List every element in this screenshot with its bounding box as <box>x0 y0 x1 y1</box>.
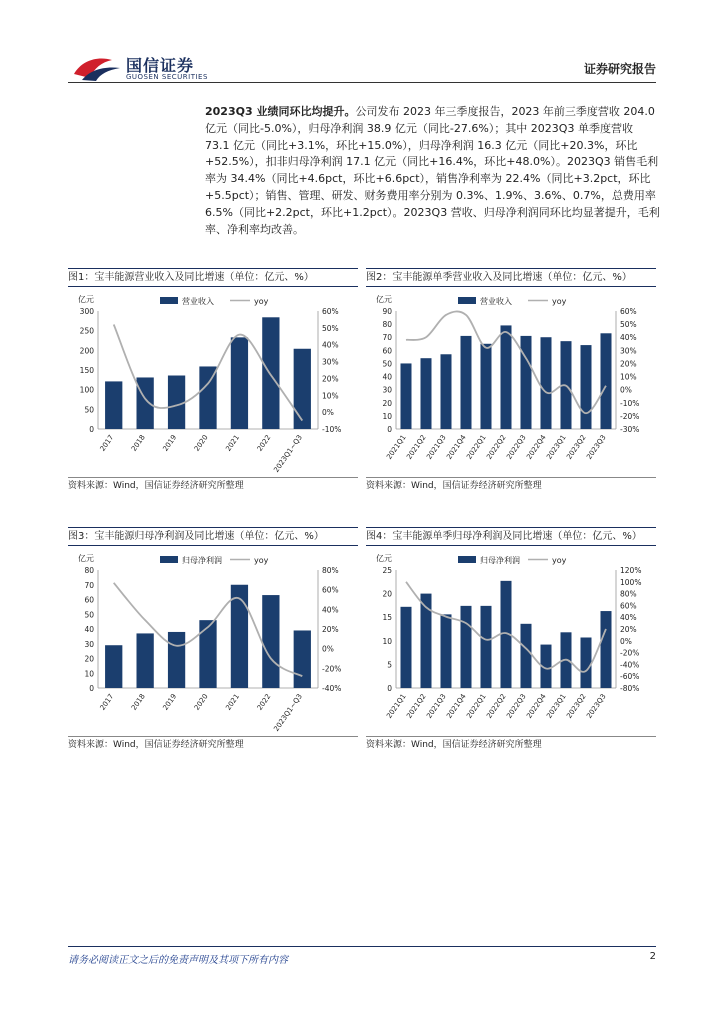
figure-title: 图3：宝丰能源归母净利润及同比增速（单位：亿元、%） <box>68 527 358 546</box>
right-axis-tick-label: -80% <box>620 684 640 693</box>
x-axis-tick-label: 2022Q4 <box>525 433 548 461</box>
bar-mark <box>601 333 612 429</box>
right-axis-tick-label: -20% <box>620 411 640 421</box>
axis-unit-label: 亿元 <box>78 554 94 563</box>
bar-mark <box>461 606 472 688</box>
right-axis-tick-label: 60% <box>322 307 339 316</box>
left-axis-tick-label: 20 <box>84 654 94 664</box>
left-axis-tick-label: 5 <box>387 660 392 670</box>
x-axis-tick-label: 2017 <box>98 692 116 712</box>
figure-1 <box>68 268 358 494</box>
right-axis-tick-label: -20% <box>620 648 640 658</box>
bar-mark <box>105 381 122 429</box>
left-axis-tick-label: 60 <box>382 346 392 356</box>
chart-net-profit-annual <box>68 546 358 736</box>
left-axis-tick-label: 20 <box>382 589 392 599</box>
right-axis-tick-label: 40% <box>620 333 637 343</box>
guosen-logo-icon <box>72 54 122 82</box>
bar-mark <box>481 344 492 429</box>
right-axis-tick-label: -10% <box>322 425 342 434</box>
left-axis-tick-label: 0 <box>89 425 94 434</box>
x-axis-tick-label: 2020 <box>192 692 210 712</box>
right-axis-tick-label: -20% <box>322 664 342 674</box>
left-axis-tick-label: 100 <box>79 385 94 395</box>
chart-revenue-annual <box>68 287 358 477</box>
legend-bar-label: 营业收入 <box>480 297 512 306</box>
left-axis-tick-label: 250 <box>79 326 94 336</box>
x-axis-tick-label: 2017 <box>98 433 116 453</box>
x-axis-tick-label: 2023Q2 <box>565 433 588 461</box>
left-axis-tick-label: 20 <box>382 398 392 408</box>
x-axis-tick-label: 2021Q4 <box>445 433 468 461</box>
bar-mark <box>294 630 311 688</box>
right-axis-tick-label: 0% <box>322 408 334 418</box>
right-axis-tick-label: -40% <box>620 660 640 670</box>
left-axis-tick-label: 25 <box>382 566 392 575</box>
right-axis-tick-label: 60% <box>620 601 637 611</box>
bar-mark <box>168 376 185 429</box>
figure-title: 图2：宝丰能源单季营业收入及同比增速（单位：亿元、%） <box>366 268 656 287</box>
right-axis-tick-label: 80% <box>620 589 637 599</box>
x-axis-tick-label: 2022Q3 <box>505 433 528 461</box>
page-number: 2 <box>649 951 656 962</box>
left-axis-tick-label: 10 <box>84 669 94 679</box>
x-axis-tick-label: 2021Q2 <box>405 692 428 720</box>
left-axis-tick-label: 10 <box>382 636 392 646</box>
summary-paragraph <box>205 104 660 238</box>
right-axis-tick-label: 10% <box>620 372 637 382</box>
left-axis-tick-label: 70 <box>84 580 94 590</box>
x-axis-tick-label: 2018 <box>130 692 147 712</box>
left-axis-tick-label: 30 <box>84 639 94 649</box>
figure-3 <box>68 527 358 753</box>
x-axis-tick-label: 2021Q1 <box>385 692 408 720</box>
left-axis-tick-label: 0 <box>89 684 94 693</box>
figure-2 <box>366 268 656 494</box>
legend-bar-label: 归母净利润 <box>182 556 222 565</box>
bar-mark <box>441 614 452 688</box>
page-header <box>0 0 724 90</box>
right-axis-tick-label: -60% <box>620 672 640 682</box>
right-axis-tick-label: 100% <box>620 577 642 587</box>
x-axis-tick-label: 2021 <box>224 692 242 712</box>
right-axis-tick-label: 30% <box>620 346 637 356</box>
right-axis-tick-label: 0% <box>620 385 632 395</box>
axis-unit-label: 亿元 <box>78 295 94 304</box>
footer-divider <box>68 946 656 947</box>
bar-mark <box>199 620 216 688</box>
legend-bar-swatch <box>160 297 178 304</box>
x-axis-tick-label: 2022Q2 <box>485 692 508 720</box>
right-axis-tick-label: -30% <box>620 425 640 434</box>
x-axis-tick-label: 2023Q2 <box>565 692 588 720</box>
left-axis-tick-label: 70 <box>382 333 392 343</box>
left-axis-tick-label: 50 <box>84 405 94 415</box>
x-axis-tick-label: 2023Q1 <box>545 433 568 461</box>
bar-mark <box>461 336 472 429</box>
figure-4 <box>366 527 656 753</box>
legend-line-label: yoy <box>552 297 567 306</box>
bar-mark <box>521 624 532 688</box>
left-axis-tick-label: 30 <box>382 385 392 395</box>
x-axis-tick-label: 2021Q3 <box>425 692 448 720</box>
bar-mark <box>231 337 248 429</box>
right-axis-tick-label: 40% <box>620 613 637 623</box>
legend-bar-label: 归母净利润 <box>480 556 520 565</box>
bar-mark <box>294 349 311 429</box>
right-axis-tick-label: 60% <box>322 585 339 595</box>
bar-mark <box>441 354 452 429</box>
right-axis-tick-label: -10% <box>620 398 640 408</box>
left-axis-tick-label: 0 <box>387 684 392 693</box>
left-axis-tick-label: 80 <box>382 320 392 330</box>
right-axis-tick-label: 50% <box>620 320 637 330</box>
x-axis-tick-label: 2018 <box>130 433 147 453</box>
right-axis-tick-label: -40% <box>322 684 342 693</box>
right-axis-tick-label: 40% <box>322 340 339 350</box>
figure-source: 资料来源：Wind，国信证券经济研究所整理 <box>366 736 656 753</box>
bar-mark <box>541 337 552 429</box>
bar-mark <box>137 633 154 688</box>
bar-mark <box>105 645 122 688</box>
footer-disclaimer: 请务必阅读正文之后的免责声明及其项下所有内容 <box>68 955 288 966</box>
right-axis-tick-label: 80% <box>322 566 339 575</box>
axis-unit-label: 亿元 <box>376 554 392 563</box>
x-axis-tick-label: 2021Q3 <box>425 433 448 461</box>
legend-line-label: yoy <box>254 297 269 306</box>
legend-line-label: yoy <box>254 556 269 565</box>
figure-source: 资料来源：Wind，国信证券经济研究所整理 <box>366 477 656 494</box>
right-axis-tick-label: 0% <box>620 636 632 646</box>
bar-mark <box>168 632 185 688</box>
legend-line-label: yoy <box>552 556 567 565</box>
right-axis-tick-label: 40% <box>322 605 339 615</box>
right-axis-tick-label: 50% <box>322 323 339 333</box>
report-type-label: 证券研究报告 <box>583 62 656 76</box>
figure-title: 图1：宝丰能源营业收入及同比增速（单位：亿元、%） <box>68 268 358 287</box>
x-axis-tick-label: 2021Q2 <box>405 433 428 461</box>
logo-name-en: GUOSEN SECURITIES <box>126 73 208 81</box>
left-axis-tick-label: 10 <box>382 411 392 421</box>
bar-mark <box>501 325 512 429</box>
right-axis-tick-label: 0% <box>322 644 334 654</box>
left-axis-tick-label: 300 <box>79 307 94 316</box>
x-axis-tick-label: 2022Q2 <box>485 433 508 461</box>
right-axis-tick-label: 20% <box>322 374 339 384</box>
left-axis-tick-label: 0 <box>387 425 392 434</box>
x-axis-tick-label: 2022Q1 <box>465 692 488 720</box>
bar-mark <box>401 363 412 429</box>
left-axis-tick-label: 40 <box>382 372 392 382</box>
x-axis-tick-label: 2023Q3 <box>585 692 608 720</box>
x-axis-tick-label: 2021Q1 <box>385 433 408 461</box>
right-axis-tick-label: 60% <box>620 307 637 316</box>
chart-net-profit-quarterly <box>366 546 656 736</box>
bar-mark <box>401 607 412 688</box>
right-axis-tick-label: 10% <box>322 391 339 401</box>
left-axis-tick-label: 150 <box>79 366 94 375</box>
right-axis-tick-label: 20% <box>620 625 637 634</box>
bar-mark <box>262 317 279 429</box>
x-axis-tick-label: 2023Q1~Q3 <box>272 692 304 733</box>
x-axis-tick-label: 2022Q4 <box>525 692 548 720</box>
legend-bar-label: 营业收入 <box>182 297 214 306</box>
bar-mark <box>521 336 532 429</box>
right-axis-tick-label: 30% <box>322 357 339 367</box>
bar-mark <box>262 595 279 688</box>
figure-title: 图4：宝丰能源单季归母净利润及同比增速（单位：亿元、%） <box>366 527 656 546</box>
x-axis-tick-label: 2022 <box>255 692 273 712</box>
legend-bar-swatch <box>458 556 476 563</box>
x-axis-tick-label: 2020 <box>192 433 210 453</box>
figure-source: 资料来源：Wind，国信证券经济研究所整理 <box>68 477 358 494</box>
x-axis-tick-label: 2023Q3 <box>585 433 608 461</box>
bar-mark <box>137 377 154 429</box>
left-axis-tick-label: 15 <box>382 613 392 623</box>
bar-mark <box>421 358 432 429</box>
x-axis-tick-label: 2021 <box>224 433 242 453</box>
left-axis-tick-label: 200 <box>79 346 94 356</box>
bar-mark <box>231 585 248 688</box>
logo-name-cn: 国信证券 <box>126 56 195 75</box>
bar-mark <box>581 345 592 429</box>
left-axis-tick-label: 80 <box>84 566 94 575</box>
x-axis-tick-label: 2023Q1 <box>545 692 568 720</box>
bar-mark <box>581 637 592 688</box>
x-axis-tick-label: 2021Q4 <box>445 692 468 720</box>
bar-mark <box>481 606 492 688</box>
legend-bar-swatch <box>160 556 178 563</box>
paragraph-text: 公司发布 2023 年三季度报告，2023 年前三季度营收 204.0 亿元（同比-5.0%），归母净利润 38.9 亿元（同比-27.6%）；其中 2023Q3 单季度营收 73.1 亿元（同比+3.1%，环比+15.0%），归母净利润 16.3 亿元（同比+20.3%，环比+52.5%），扣非归母净利润 17.1 亿元（同比+16.4%，环比+48.0%）。2023Q3 销售毛利率为 34.4%（同比+4.6pct，环比+6.6pct），销售净利率为 22.4%（同比+3.2pct，环比+5.5pct）；销售、管理、研发、财务费用率分别为 0.3%、1.9%、3.6%、0.7%，总费用率 6.5%（同比+2.2pct，环比+1.2pct）。2023Q3 营收、归母净利润同环比均显著提升，毛利率、净利率均改善。 <box>205 105 660 236</box>
x-axis-tick-label: 2022Q3 <box>505 692 528 720</box>
left-axis-tick-label: 50 <box>84 610 94 620</box>
axis-unit-label: 亿元 <box>376 295 392 304</box>
left-axis-tick-label: 90 <box>382 307 392 316</box>
x-axis-tick-label: 2019 <box>161 692 179 712</box>
right-axis-tick-label: 120% <box>620 566 642 575</box>
x-axis-tick-label: 2022 <box>255 433 273 453</box>
chart-revenue-quarterly <box>366 287 656 477</box>
right-axis-tick-label: 20% <box>620 359 637 369</box>
left-axis-tick-label: 60 <box>84 595 94 605</box>
left-axis-tick-label: 40 <box>84 625 94 634</box>
x-axis-tick-label: 2022Q1 <box>465 433 488 461</box>
x-axis-tick-label: 2019 <box>161 433 179 453</box>
left-axis-tick-label: 50 <box>382 359 392 369</box>
x-axis-tick-label: 2023Q1~Q3 <box>272 433 304 474</box>
figure-source: 资料来源：Wind，国信证券经济研究所整理 <box>68 736 358 753</box>
header-divider <box>68 82 656 83</box>
legend-bar-swatch <box>458 297 476 304</box>
right-axis-tick-label: 20% <box>322 625 339 634</box>
bar-mark <box>601 611 612 688</box>
paragraph-lead: 2023Q3 业绩同环比均提升。 <box>205 105 356 118</box>
